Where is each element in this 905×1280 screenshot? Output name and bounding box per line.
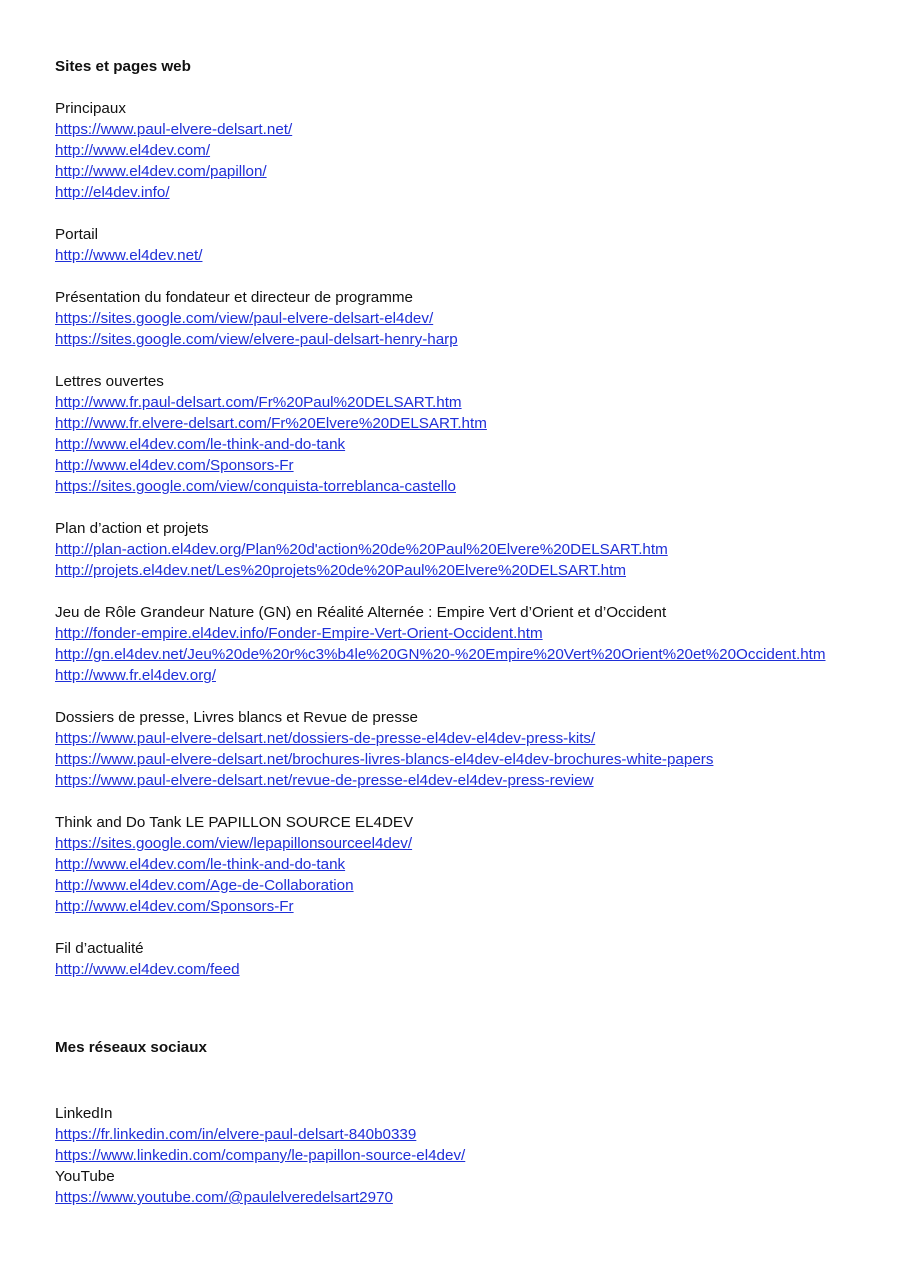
link-portail-1[interactable]: http://www.el4dev.net/ <box>55 247 203 264</box>
link-principaux-2[interactable]: http://www.el4dev.com/ <box>55 142 211 159</box>
document-page <box>55 56 895 1208</box>
section-heading-social: Mes réseaux sociaux <box>55 1039 207 1056</box>
link-fil-1[interactable]: http://www.el4dev.com/feed <box>55 961 240 978</box>
link-principaux-1[interactable]: https://www.paul-elvere-delsart.net/ <box>55 121 293 138</box>
group-label-dossiers: Dossiers de presse, Livres blancs et Revue de presse <box>55 709 418 726</box>
link-linkedin-1[interactable]: https://fr.linkedin.com/in/elvere-paul-delsart-840b0339 <box>55 1126 417 1143</box>
group-label-linkedin: LinkedIn <box>55 1105 113 1122</box>
link-jeu-3[interactable]: http://www.fr.el4dev.org/ <box>55 667 216 684</box>
link-dossiers-3[interactable]: https://www.paul-elvere-delsart.net/revue-de-presse-el4dev-el4dev-press-review <box>55 772 594 789</box>
link-plan-1[interactable]: http://plan-action.el4dev.org/Plan%20d'action%20de%20Paul%20Elvere%20DELSART.htm <box>55 541 668 558</box>
link-presentation-1[interactable]: https://sites.google.com/view/paul-elvere-delsart-el4dev/ <box>55 310 434 327</box>
group-label-presentation: Présentation du fondateur et directeur de programme <box>55 289 413 306</box>
link-youtube-1[interactable]: https://www.youtube.com/@paulelveredelsart2970 <box>55 1189 393 1206</box>
group-label-youtube: YouTube <box>55 1168 115 1185</box>
link-think-4[interactable]: http://www.el4dev.com/Sponsors-Fr <box>55 898 294 915</box>
group-label-portail: Portail <box>55 226 99 243</box>
link-lettres-1[interactable]: http://www.fr.paul-delsart.com/Fr%20Paul%20DELSART.htm <box>55 394 462 411</box>
link-lettres-4[interactable]: http://www.el4dev.com/Sponsors-Fr <box>55 457 294 474</box>
link-dossiers-2[interactable]: https://www.paul-elvere-delsart.net/brochures-livres-blancs-el4dev-el4dev-brochures-white-papers <box>55 751 714 768</box>
link-jeu-2[interactable]: http://gn.el4dev.net/Jeu%20de%20r%c3%b4le%20GN%20-%20Empire%20Vert%20Orient%20et%20Occident.htm <box>55 646 826 663</box>
link-plan-2[interactable]: http://projets.el4dev.net/Les%20projets%20de%20Paul%20Elvere%20DELSART.htm <box>55 562 626 579</box>
link-lettres-5[interactable]: https://sites.google.com/view/conquista-torreblanca-castello <box>55 478 456 495</box>
group-label-jeu: Jeu de Rôle Grandeur Nature (GN) en Réalité Alternée : Empire Vert d’Orient et d’Occident <box>55 604 667 621</box>
link-jeu-1[interactable]: http://fonder-empire.el4dev.info/Fonder-Empire-Vert-Orient-Occident.htm <box>55 625 543 642</box>
link-presentation-2[interactable]: https://sites.google.com/view/elvere-paul-delsart-henry-harp <box>55 331 458 348</box>
link-lettres-3[interactable]: http://www.el4dev.com/le-think-and-do-tank <box>55 436 346 453</box>
link-lettres-2[interactable]: http://www.fr.elvere-delsart.com/Fr%20Elvere%20DELSART.htm <box>55 415 487 432</box>
link-dossiers-1[interactable]: https://www.paul-elvere-delsart.net/dossiers-de-presse-el4dev-el4dev-press-kits/ <box>55 730 596 747</box>
link-linkedin-2[interactable]: https://www.linkedin.com/company/le-papillon-source-el4dev/ <box>55 1147 466 1164</box>
link-principaux-4[interactable]: http://el4dev.info/ <box>55 184 170 201</box>
group-label-fil: Fil d’actualité <box>55 940 144 957</box>
link-principaux-3[interactable]: http://www.el4dev.com/papillon/ <box>55 163 267 180</box>
link-think-3[interactable]: http://www.el4dev.com/Age-de-Collaboration <box>55 877 354 894</box>
link-think-2[interactable]: http://www.el4dev.com/le-think-and-do-tank <box>55 856 346 873</box>
group-label-lettres: Lettres ouvertes <box>55 373 164 390</box>
group-label-plan: Plan d’action et projets <box>55 520 209 537</box>
link-think-1[interactable]: https://sites.google.com/view/lepapillonsourceel4dev/ <box>55 835 413 852</box>
group-label-think: Think and Do Tank LE PAPILLON SOURCE EL4DEV <box>55 814 414 831</box>
group-label-principaux: Principaux <box>55 100 126 117</box>
section-heading-sites: Sites et pages web <box>55 58 191 75</box>
